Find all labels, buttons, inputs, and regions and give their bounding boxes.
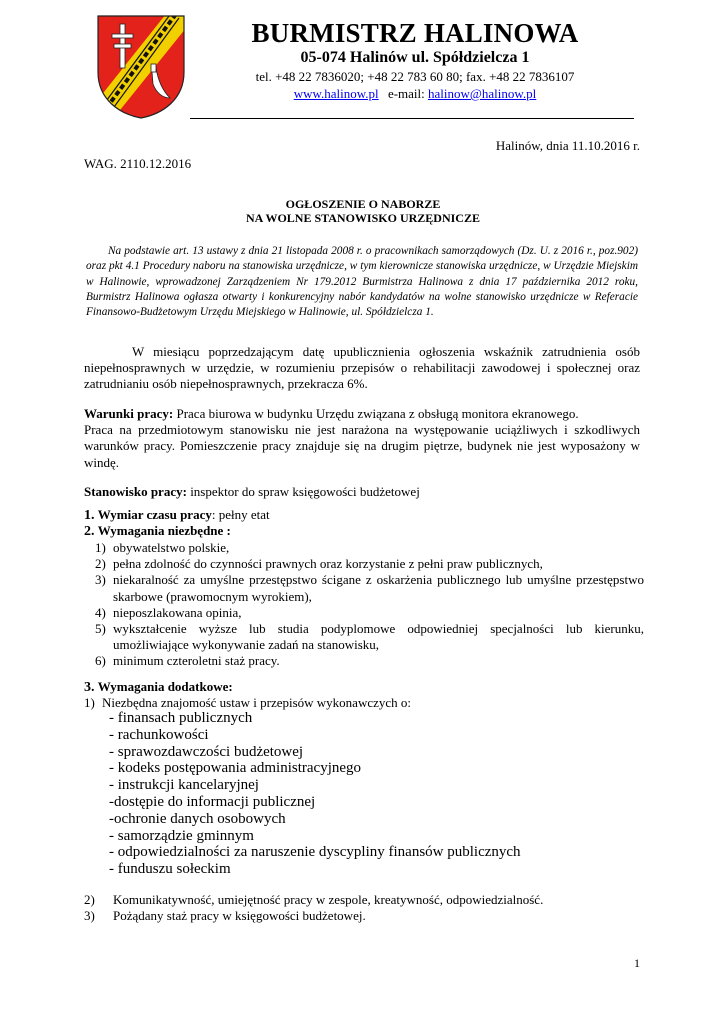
position-value: inspektor do spraw księgowości budżetowej	[190, 484, 420, 499]
item-text: wykształcenie wyższe lub studia podyplomowe odpowiedniej specjalności lub kierunku, umożliwiające wykonywanie zadań na stanowisku,	[113, 621, 644, 653]
position-paragraph	[84, 484, 640, 500]
halinow-coat-of-arms-logo	[96, 14, 186, 120]
item-number: 3)	[84, 908, 95, 924]
working-conditions-label: Warunki pracy:	[84, 406, 174, 421]
office-title: BURMISTRZ HALINOWA	[251, 18, 579, 48]
employment-index-paragraph: W miesiącu poprzedzającym datę upublicznienia ogłoszenia wskaźnik zatrudnienia osób niepełnosprawnych w urzędzie, w rozumieniu przepisów o rehabilitacji zawodowej i społecznej oraz zatrudnianiu osób niepełnosprawnych, przekracza 6%.	[84, 344, 640, 392]
list-item	[84, 908, 644, 924]
item-text: Niezbędna znajomość ustaw i przepisów wykonawczych o:	[102, 695, 412, 710]
item-text: minimum czteroletni staż pracy.	[113, 653, 280, 669]
section-2-number: 2.	[84, 524, 95, 539]
working-conditions-details: Praca na przedmiotowym stanowisku nie jest narażona na występowanie uciążliwych i szkodliwych warunków pracy. Pomieszczenie pracy znajduje się na drugim piętrze, budynek nie jest wyposażony w windę.	[84, 422, 640, 470]
item-text: niekaralność za umyślne przestępstwo ścigane z oskarżenia publicznego lub umyślne przestępstwo skarbowe (prawomocnym wyrokiem),	[113, 572, 644, 604]
item-text: obywatelstwo polskie,	[113, 540, 230, 555]
list-item: - funduszu sołeckim	[109, 861, 231, 878]
required-qualifications-list	[84, 540, 644, 670]
item-text: pełna zdolność do czynności prawnych oraz korzystanie z pełni praw publicznych,	[113, 556, 543, 572]
email-link[interactable]: halinow@halinow.pl	[428, 86, 537, 101]
section-required-header	[84, 523, 231, 540]
section-1-number: 1.	[84, 508, 95, 523]
list-item	[84, 556, 644, 572]
item-number: 1)	[84, 695, 95, 710]
list-item: - rachunkowości	[109, 726, 209, 743]
list-item	[84, 892, 644, 908]
section-working-time	[84, 507, 270, 524]
announcement-title-line1: OGŁOSZENIE O NABORZE	[285, 197, 441, 211]
knowledge-topics-list	[109, 710, 521, 878]
working-conditions-paragraph	[84, 406, 640, 471]
list-item: - odpowiedzialności za naruszenie dyscypliny finansów publicznych	[109, 844, 521, 861]
list-item: - samorządzie gminnym	[109, 827, 254, 844]
contact-line	[186, 86, 644, 102]
document-date: Halinów, dnia 11.10.2016 r.	[495, 138, 640, 153]
item-number: 1)	[95, 540, 106, 555]
item-number: 4)	[95, 604, 106, 620]
list-item: - sprawozdawczości budżetowej	[109, 743, 304, 760]
announcement-title-line2: NA WOLNE STANOWISKO URZĘDNICZE	[246, 211, 480, 225]
section-3-number: 3.	[84, 680, 95, 695]
page-number: 1	[634, 956, 640, 970]
item-text: Komunikatywność, umiejętność pracy w zespole, kreatywność, odpowiedzialność.	[113, 892, 544, 907]
list-item: -ochronie danych osobowych	[109, 810, 286, 827]
office-phones: tel. +48 22 7836020; +48 22 783 60 80; fax. +48 22 7836107	[255, 69, 575, 84]
list-item	[84, 572, 644, 604]
item-number: 3)	[95, 572, 106, 588]
list-item	[84, 653, 644, 669]
item-text: nieposzlakowana opinia,	[113, 604, 242, 620]
list-item: -dostępie do informacji publicznej	[109, 793, 316, 810]
item-number: 6)	[95, 653, 106, 669]
section-1-label: Wymiar czasu pracy	[97, 507, 212, 522]
list-item: - finansach publicznych	[109, 710, 253, 726]
list-item	[84, 540, 644, 556]
position-label: Stanowisko pracy:	[84, 484, 187, 499]
section-3-label: Wymagania dodatkowe:	[97, 679, 233, 694]
document-reference: WAG. 2110.12.2016	[84, 156, 192, 171]
section-2-label: Wymagania niezbędne :	[97, 523, 231, 538]
list-item: - kodeks postępowania administracyjnego	[109, 760, 362, 777]
header-divider	[190, 118, 634, 119]
item-number: 2)	[95, 556, 106, 572]
section-1-value: : pełny etat	[211, 507, 270, 522]
email-label: e-mail:	[387, 86, 425, 101]
website-link[interactable]: www.halinow.pl	[293, 86, 379, 101]
legal-basis-paragraph: Na podstawie art. 13 ustawy z dnia 21 listopada 2008 r. o pracownikach samorządowych (Dz. U. z 2016 r., poz.902) oraz pkt 4.1 Procedury naboru na stanowiska urzędnicze, w tym kierownicze stanowiska urzędnicze, w Urzędzie Miejskim w Halinowie, wprowadzonej Zarządzeniem Nr 179.2012 Burmistrza Halinowa z dnia 17 października 2012 roku, Burmistrz Halinowa ogłasza otwarty i konkurencyjny nabór kandydatów na wolne stanowisko urzędnicze w Referacie Finansowo-Budżetowym Urzędu Miejskiego w Halinowie, ul. Spółdzielcza 1.	[86, 245, 638, 319]
list-item	[84, 621, 644, 653]
list-item: - instrukcji kancelaryjnej	[109, 777, 259, 794]
additional-requirements-list	[84, 892, 644, 924]
list-item	[84, 605, 644, 621]
office-address: 05-074 Halinów ul. Spółdzielcza 1	[300, 49, 530, 66]
item-number: 2)	[84, 892, 95, 907]
knowledge-requirement	[84, 695, 411, 711]
item-number: 5)	[95, 621, 106, 637]
item-text: Pożądany staż pracy w księgowości budżetowej.	[113, 908, 366, 924]
working-conditions-line1: Praca biurowa w budynku Urzędu związana z obsługą monitora ekranowego.	[176, 406, 579, 421]
section-additional-header	[84, 679, 233, 696]
